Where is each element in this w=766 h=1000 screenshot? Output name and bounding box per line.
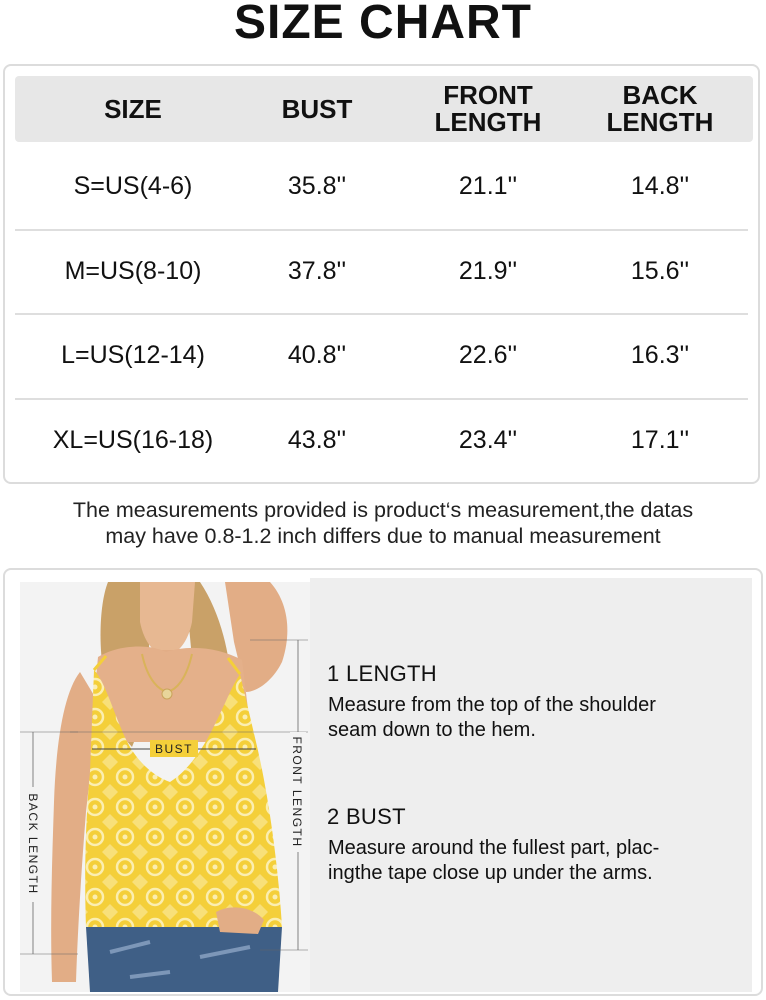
- header-front-length-line2: LENGTH: [434, 107, 542, 137]
- size-cell: S=US(4-6): [73, 171, 193, 200]
- note-line-1: The measurements provided is product‘s measurement,the datas: [72, 498, 694, 522]
- model-illustration: [20, 582, 310, 992]
- bust-instructions: [328, 836, 659, 886]
- table-header: [15, 76, 753, 142]
- header-bust-label: BUST: [281, 93, 353, 124]
- front-length-cell: 21.1'': [458, 171, 518, 200]
- bust-heading: 2 BUST: [327, 804, 406, 829]
- header-bust: [227, 76, 407, 142]
- length-instruction-line-1: Measure from the top of the shoulder: [328, 694, 656, 716]
- size-cell: XL=US(16-18): [52, 425, 214, 454]
- bust-cell: 37.8'': [287, 256, 347, 285]
- table-row: [15, 229, 753, 313]
- header-back-length: [575, 76, 745, 142]
- back-length-label: BACK LENGTH: [26, 793, 40, 895]
- guide-text-panel: [310, 578, 752, 992]
- back-length-cell: 15.6'': [630, 256, 690, 285]
- size-cell: L=US(12-14): [61, 340, 205, 369]
- note-line-2: may have 0.8-1.2 inch differs due to manual measurement: [105, 524, 661, 548]
- table-row: [15, 144, 753, 228]
- header-back-length-line1: BACK: [622, 80, 698, 110]
- model-photo: [20, 582, 310, 992]
- front-length-cell: 21.9'': [458, 256, 518, 285]
- size-table: [3, 64, 760, 484]
- bust-cell: 35.8'': [287, 171, 347, 200]
- bust-instruction-line-2: ingthe tape close up under the arms.: [328, 862, 653, 884]
- front-length-cell: 23.4'': [458, 425, 518, 454]
- table-row: [15, 313, 753, 397]
- table-row: [15, 398, 753, 482]
- header-front-length-line1: FRONT: [443, 80, 533, 110]
- length-instructions: [328, 693, 656, 743]
- bust-cell: 40.8'': [287, 340, 347, 369]
- back-length-cell: 14.8'': [630, 171, 690, 200]
- front-length-label: FRONT LENGTH: [290, 736, 304, 848]
- front-length-cell: 22.6'': [458, 340, 518, 369]
- header-back-length-line2: LENGTH: [606, 107, 714, 137]
- bust-cell: 43.8'': [287, 425, 347, 454]
- back-length-cell: 17.1'': [630, 425, 690, 454]
- bust-label: BUST: [154, 742, 194, 756]
- page-title: SIZE CHART: [234, 0, 532, 49]
- length-heading: 1 LENGTH: [327, 661, 437, 686]
- length-instruction-line-2: seam down to the hem.: [328, 719, 536, 741]
- header-front-length: [403, 76, 573, 142]
- back-length-cell: 16.3'': [630, 340, 690, 369]
- header-size: [45, 76, 221, 142]
- bust-instruction-line-1: Measure around the fullest part, plac-: [328, 837, 660, 859]
- size-cell: M=US(8-10): [64, 256, 202, 285]
- measurement-note: [0, 497, 766, 549]
- header-size-label: SIZE: [104, 93, 162, 124]
